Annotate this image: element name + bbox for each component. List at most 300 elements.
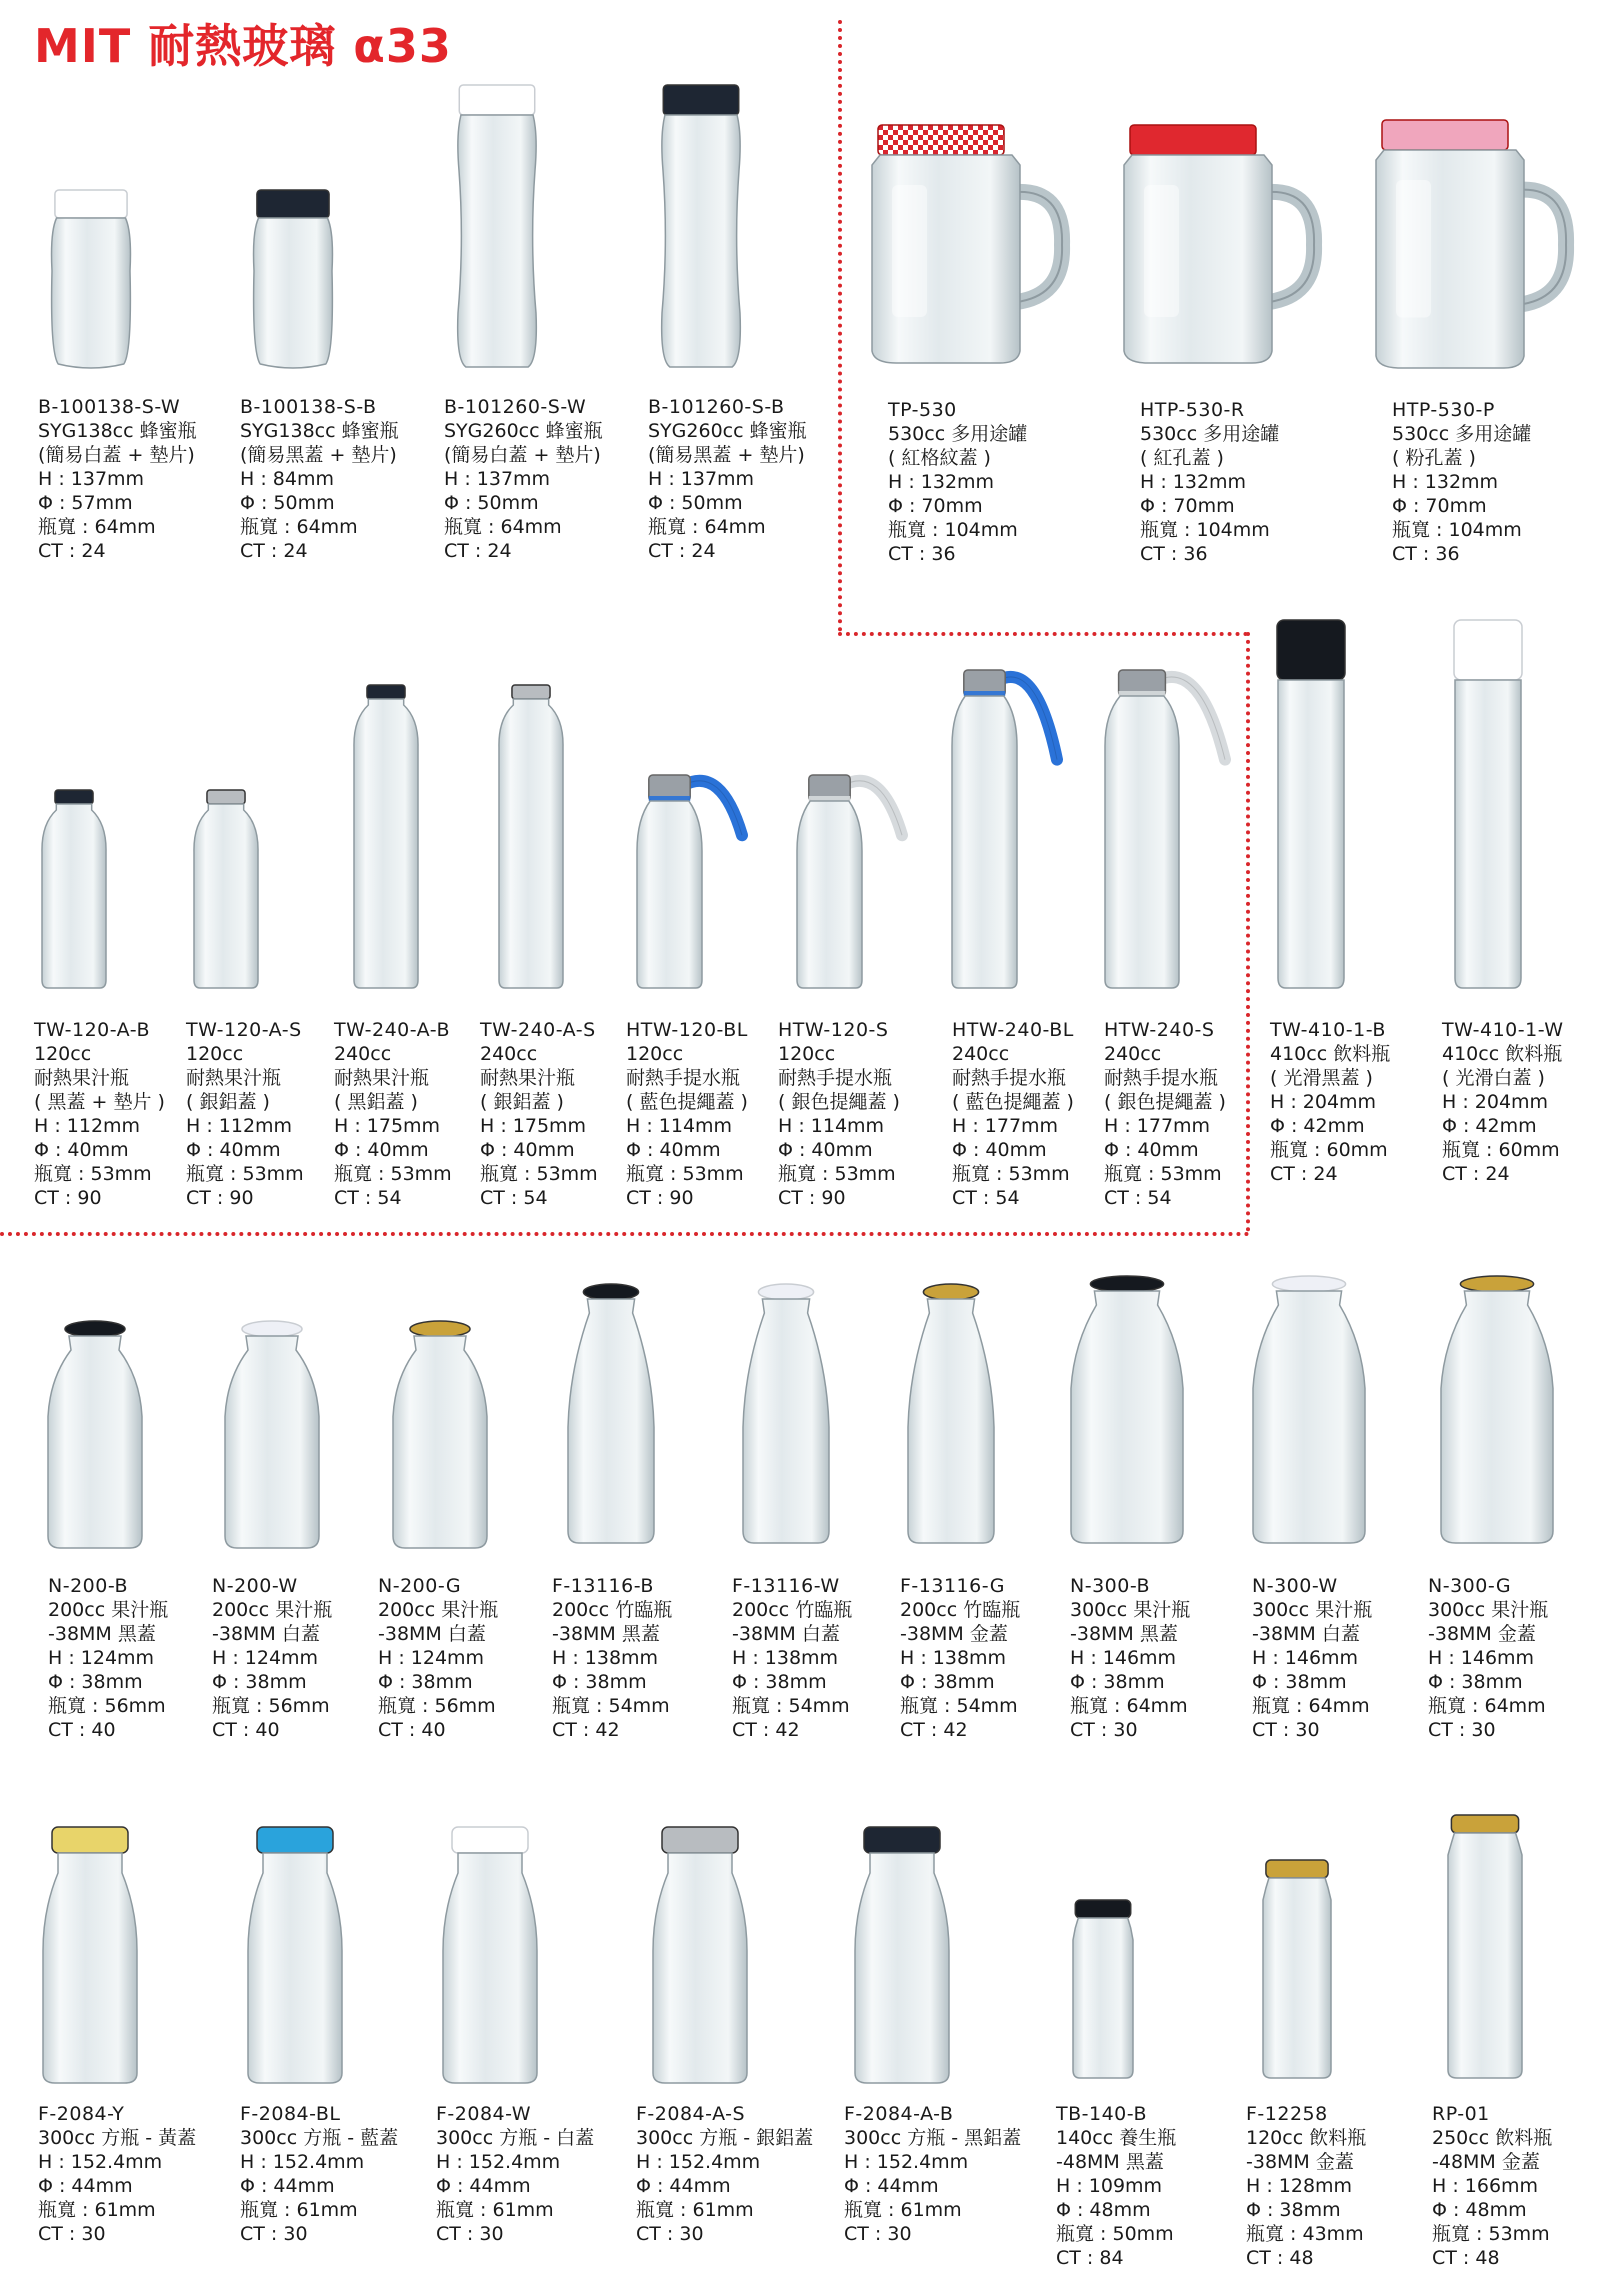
product-spec-line: CT : 90 bbox=[186, 1187, 254, 1209]
product-spec-line: CT : 42 bbox=[552, 1719, 620, 1741]
product-spec-line: 300cc 果汁瓶 bbox=[1252, 1599, 1373, 1621]
product-image bbox=[1438, 1275, 1556, 1545]
product-spec bbox=[1428, 1574, 1548, 1742]
product-spec-line: Φ : 44mm bbox=[844, 2175, 939, 2197]
product-image bbox=[1070, 1900, 1136, 2080]
bottle-cap bbox=[1266, 1860, 1328, 1878]
product-spec-line: ( 粉孔蓋 ) bbox=[1392, 447, 1476, 469]
product-image bbox=[440, 1827, 540, 2085]
product-spec bbox=[38, 395, 197, 563]
product-spec-line: CT : 48 bbox=[1432, 2247, 1500, 2269]
product-spec-line: 200cc 竹臨瓶 bbox=[552, 1599, 673, 1621]
product-spec-line: 耐熱果汁瓶 bbox=[480, 1067, 576, 1089]
product-spec bbox=[648, 395, 807, 563]
product-spec-line: Φ : 44mm bbox=[240, 2175, 335, 2197]
product-spec bbox=[1392, 398, 1531, 566]
product-spec-line: CT : 84 bbox=[1056, 2247, 1124, 2269]
product-spec-line: H : 204mm bbox=[1442, 1091, 1549, 1113]
product-spec bbox=[888, 398, 1027, 566]
product-spec-line: Φ : 40mm bbox=[186, 1139, 281, 1161]
product-spec-line: Φ : 50mm bbox=[240, 492, 335, 514]
product-code: HTW-240-BL bbox=[952, 1019, 1074, 1041]
product-spec-line: Φ : 48mm bbox=[1056, 2199, 1151, 2221]
bottle-cap bbox=[663, 85, 738, 115]
product-spec-line: 瓶寬 : 50mm bbox=[1056, 2223, 1174, 2245]
bottle-cap bbox=[1277, 620, 1345, 680]
product-spec-line: Φ : 38mm bbox=[552, 1671, 647, 1693]
product-spec-line: H : 138mm bbox=[552, 1647, 659, 1669]
product-code: N-200-G bbox=[378, 1575, 462, 1597]
product-image bbox=[650, 1827, 750, 2085]
product-code: N-200-B bbox=[48, 1575, 129, 1597]
product-spec-line: (簡易黑蓋 + 墊片) bbox=[240, 444, 397, 466]
product-spec bbox=[900, 1574, 1020, 1742]
bottle-cap bbox=[1460, 1276, 1533, 1292]
page-title: MIT 耐熱玻璃 α33 bbox=[34, 19, 452, 73]
product-spec-line: CT : 24 bbox=[444, 540, 512, 562]
product-spec-line: H : 146mm bbox=[1428, 1647, 1535, 1669]
product-spec bbox=[1270, 1018, 1390, 1186]
product-code: F-13116-G bbox=[900, 1575, 1006, 1597]
product-image bbox=[1103, 670, 1233, 990]
product-spec-line: CT : 24 bbox=[38, 540, 106, 562]
product-spec-line: CT : 24 bbox=[1442, 1163, 1510, 1185]
product-spec-line: 瓶寬 : 61mm bbox=[240, 2199, 358, 2221]
product-spec-line: CT : 90 bbox=[626, 1187, 694, 1209]
product-spec-line: CT : 40 bbox=[48, 1719, 116, 1741]
product-image bbox=[1250, 1275, 1368, 1545]
product-spec-line: 530cc 多用途罐 bbox=[1140, 423, 1280, 445]
product-spec-line: 200cc 果汁瓶 bbox=[212, 1599, 333, 1621]
product-spec-line: H : 128mm bbox=[1246, 2175, 1353, 2197]
product-spec-line: -48MM 金蓋 bbox=[1432, 2151, 1540, 2173]
product-spec-line: 瓶寬 : 64mm bbox=[1428, 1695, 1546, 1717]
product-spec-line: 瓶寬 : 53mm bbox=[778, 1163, 896, 1185]
product-code: N-300-G bbox=[1428, 1575, 1512, 1597]
product-image bbox=[868, 125, 1068, 365]
product-spec bbox=[334, 1018, 452, 1210]
product-spec-line: -38MM 金蓋 bbox=[1428, 1623, 1536, 1645]
product-spec-line: SYG138cc 蜂蜜瓶 bbox=[38, 420, 197, 442]
product-spec-line: H : 204mm bbox=[1270, 1091, 1377, 1113]
product-spec bbox=[212, 1574, 332, 1742]
product-spec-line: 240cc bbox=[480, 1043, 538, 1065]
product-spec-line: Φ : 38mm bbox=[48, 1671, 143, 1693]
product-spec-line: -38MM 黑蓋 bbox=[552, 1623, 660, 1645]
product-image bbox=[795, 775, 910, 990]
bottle-cap bbox=[1130, 125, 1256, 155]
product-spec-line: 瓶寬 : 53mm bbox=[1432, 2223, 1550, 2245]
product-spec bbox=[1432, 2102, 1552, 2270]
product-spec-line: 140cc 養生瓶 bbox=[1056, 2127, 1177, 2149]
product-code: HTW-120-S bbox=[778, 1019, 889, 1041]
product-spec-line: 瓶寬 : 53mm bbox=[186, 1163, 304, 1185]
product-spec-line: ( 銀色提繩蓋 ) bbox=[778, 1091, 900, 1113]
bottle-cap bbox=[242, 1321, 302, 1337]
product-spec-line: 瓶寬 : 104mm bbox=[1392, 519, 1522, 541]
product-spec-line: 瓶寬 : 56mm bbox=[378, 1695, 496, 1717]
product-image bbox=[245, 1827, 345, 2085]
product-spec-line: H : 152.4mm bbox=[636, 2151, 761, 2173]
product-spec-line: 410cc 飲料瓶 bbox=[1270, 1043, 1391, 1065]
product-spec-line: ( 藍色提繩蓋 ) bbox=[952, 1091, 1074, 1113]
product-spec-line: 瓶寬 : 60mm bbox=[1442, 1139, 1560, 1161]
product-code: F-2084-BL bbox=[240, 2103, 341, 2125]
product-spec bbox=[778, 1018, 900, 1210]
product-spec-line: H : 137mm bbox=[444, 468, 551, 490]
product-image bbox=[740, 1283, 832, 1545]
product-spec-line: SYG138cc 蜂蜜瓶 bbox=[240, 420, 399, 442]
bottle-cap bbox=[662, 1827, 738, 1853]
product-spec-line: CT : 54 bbox=[1104, 1187, 1172, 1209]
product-spec-line: 120cc bbox=[34, 1043, 92, 1065]
product-spec-line: CT : 42 bbox=[900, 1719, 968, 1741]
bottle-cap bbox=[257, 190, 329, 218]
product-image bbox=[565, 1283, 657, 1545]
product-spec bbox=[48, 1574, 168, 1742]
divider-top-horizontal bbox=[838, 632, 1248, 636]
product-spec bbox=[34, 1018, 165, 1210]
product-spec-line: 300cc 方瓶 - 藍蓋 bbox=[240, 2127, 399, 2149]
product-spec bbox=[732, 1574, 852, 1742]
product-spec-line: 120cc bbox=[778, 1043, 836, 1065]
product-spec-line: 410cc 飲料瓶 bbox=[1442, 1043, 1563, 1065]
product-spec-line: Φ : 40mm bbox=[778, 1139, 873, 1161]
product-image bbox=[1260, 1860, 1334, 2080]
product-spec-line: H : 114mm bbox=[626, 1115, 733, 1137]
bottle-cap bbox=[1382, 120, 1508, 150]
product-image bbox=[40, 790, 108, 990]
product-spec-line: 耐熱手提水瓶 bbox=[1104, 1067, 1219, 1089]
bottle-cap bbox=[459, 85, 534, 115]
product-spec-line: Φ : 40mm bbox=[34, 1139, 129, 1161]
product-spec-line: Φ : 38mm bbox=[900, 1671, 995, 1693]
product-spec-line: Φ : 44mm bbox=[636, 2175, 731, 2197]
product-spec-line: Φ : 42mm bbox=[1270, 1115, 1365, 1137]
product-spec-line: H : 124mm bbox=[378, 1647, 485, 1669]
product-image bbox=[1445, 1815, 1525, 2080]
product-spec-line: CT : 24 bbox=[240, 540, 308, 562]
bottle-cap bbox=[1090, 1276, 1163, 1292]
product-spec-line: CT : 42 bbox=[732, 1719, 800, 1741]
product-spec bbox=[1140, 398, 1279, 566]
product-spec-line: Φ : 70mm bbox=[888, 495, 983, 517]
product-spec-line: Φ : 40mm bbox=[334, 1139, 429, 1161]
product-image bbox=[1275, 620, 1347, 990]
bottle-cap bbox=[257, 1827, 333, 1853]
product-code: F-13116-W bbox=[732, 1575, 840, 1597]
product-spec-line: (簡易白蓋 + 墊片) bbox=[444, 444, 601, 466]
product-spec bbox=[38, 2102, 196, 2246]
product-spec-line: 瓶寬 : 60mm bbox=[1270, 1139, 1388, 1161]
product-spec-line: Φ : 50mm bbox=[444, 492, 539, 514]
product-image bbox=[1068, 1275, 1186, 1545]
bottle-cap bbox=[1454, 620, 1522, 680]
product-spec-line: ( 銀鋁蓋 ) bbox=[480, 1091, 564, 1113]
product-spec-line: H : 175mm bbox=[334, 1115, 441, 1137]
product-code: F-2084-A-S bbox=[636, 2103, 746, 2125]
product-spec-line: CT : 48 bbox=[1246, 2247, 1314, 2269]
product-spec-line: CT : 40 bbox=[212, 1719, 280, 1741]
product-image bbox=[497, 685, 565, 990]
product-code: F-2084-W bbox=[436, 2103, 532, 2125]
product-spec-line: 300cc 果汁瓶 bbox=[1428, 1599, 1549, 1621]
product-spec-line: ( 光滑白蓋 ) bbox=[1442, 1067, 1545, 1089]
product-spec-line: H : 84mm bbox=[240, 468, 334, 490]
product-spec-line: ( 光滑黑蓋 ) bbox=[1270, 1067, 1373, 1089]
product-spec-line: 瓶寬 : 53mm bbox=[1104, 1163, 1222, 1185]
product-spec-line: -38MM 白蓋 bbox=[732, 1623, 840, 1645]
bottle-cap bbox=[864, 1827, 940, 1853]
product-image bbox=[252, 190, 334, 370]
product-spec-line: -48MM 黑蓋 bbox=[1056, 2151, 1164, 2173]
product-code: TW-240-A-B bbox=[334, 1019, 450, 1041]
product-spec-line: CT : 24 bbox=[1270, 1163, 1338, 1185]
product-spec-line: -38MM 黑蓋 bbox=[1070, 1623, 1178, 1645]
product-image bbox=[222, 1320, 322, 1550]
product-spec-line: 300cc 果汁瓶 bbox=[1070, 1599, 1191, 1621]
product-spec-line: H : 114mm bbox=[778, 1115, 885, 1137]
product-spec-line: CT : 54 bbox=[480, 1187, 548, 1209]
product-spec-line: Φ : 44mm bbox=[38, 2175, 133, 2197]
product-spec bbox=[552, 1574, 672, 1742]
product-spec-line: Φ : 70mm bbox=[1392, 495, 1487, 517]
product-spec-line: 300cc 方瓶 - 黑鋁蓋 bbox=[844, 2127, 1022, 2149]
product-spec-line: H : 124mm bbox=[48, 1647, 155, 1669]
product-spec-line: CT : 90 bbox=[34, 1187, 102, 1209]
product-spec-line: H : 166mm bbox=[1432, 2175, 1539, 2197]
product-spec bbox=[436, 2102, 594, 2246]
product-code: B-101260-S-B bbox=[648, 396, 785, 418]
product-spec-line: Φ : 40mm bbox=[952, 1139, 1047, 1161]
divider-top-vertical bbox=[838, 20, 842, 632]
product-spec-line: H : 146mm bbox=[1070, 1647, 1177, 1669]
product-spec-line: 瓶寬 : 104mm bbox=[1140, 519, 1270, 541]
product-spec-line: CT : 30 bbox=[1428, 1719, 1496, 1741]
product-spec-line: 瓶寬 : 54mm bbox=[900, 1695, 1018, 1717]
product-code: HTW-120-BL bbox=[626, 1019, 748, 1041]
bottle-cap bbox=[512, 685, 550, 699]
product-spec-line: 瓶寬 : 64mm bbox=[1252, 1695, 1370, 1717]
product-spec-line: Φ : 44mm bbox=[436, 2175, 531, 2197]
product-spec-line: 瓶寬 : 56mm bbox=[212, 1695, 330, 1717]
product-image bbox=[45, 1320, 145, 1550]
product-spec-line: SYG260cc 蜂蜜瓶 bbox=[648, 420, 807, 442]
product-code: TW-120-A-B bbox=[34, 1019, 150, 1041]
product-spec-line: 瓶寬 : 61mm bbox=[38, 2199, 156, 2221]
product-spec-line: H : 177mm bbox=[1104, 1115, 1211, 1137]
product-spec-line: 530cc 多用途罐 bbox=[888, 423, 1028, 445]
product-spec-line: CT : 30 bbox=[240, 2223, 308, 2245]
product-spec-line: 120cc 飲料瓶 bbox=[1246, 2127, 1367, 2149]
product-spec-line: Φ : 38mm bbox=[1070, 1671, 1165, 1693]
product-spec-line: 耐熱手提水瓶 bbox=[778, 1067, 893, 1089]
product-spec-line: 瓶寬 : 61mm bbox=[636, 2199, 754, 2221]
product-image bbox=[456, 85, 538, 370]
product-spec bbox=[480, 1018, 598, 1210]
product-code: N-200-W bbox=[212, 1575, 298, 1597]
product-spec-line: CT : 30 bbox=[436, 2223, 504, 2245]
product-spec-line: Φ : 40mm bbox=[626, 1139, 721, 1161]
product-spec-line: 瓶寬 : 104mm bbox=[888, 519, 1018, 541]
product-spec-line: 200cc 竹臨瓶 bbox=[900, 1599, 1021, 1621]
bottle-cap bbox=[1272, 1276, 1345, 1292]
product-image bbox=[192, 790, 260, 990]
bottle-cap bbox=[1075, 1900, 1130, 1918]
product-spec-line: 瓶寬 : 64mm bbox=[648, 516, 766, 538]
product-code: RP-01 bbox=[1432, 2103, 1490, 2125]
product-spec bbox=[1442, 1018, 1564, 1186]
product-spec-line: -38MM 金蓋 bbox=[900, 1623, 1008, 1645]
product-spec-line: H : 109mm bbox=[1056, 2175, 1163, 2197]
bottle-cap bbox=[367, 685, 405, 699]
product-image bbox=[905, 1283, 997, 1545]
product-spec-line: H : 152.4mm bbox=[436, 2151, 561, 2173]
product-spec-line: Φ : 38mm bbox=[1246, 2199, 1341, 2221]
product-spec-line: 瓶寬 : 43mm bbox=[1246, 2223, 1364, 2245]
bottle-cap bbox=[923, 1284, 978, 1300]
product-spec-line: 耐熱果汁瓶 bbox=[334, 1067, 430, 1089]
bottle-cap bbox=[55, 790, 93, 804]
product-spec-line: H : 152.4mm bbox=[38, 2151, 163, 2173]
product-spec-line: H : 137mm bbox=[648, 468, 755, 490]
product-spec-line: H : 112mm bbox=[34, 1115, 141, 1137]
bottle-cap bbox=[65, 1321, 125, 1337]
product-spec-line: CT : 54 bbox=[334, 1187, 402, 1209]
product-spec-line: 240cc bbox=[952, 1043, 1010, 1065]
product-spec-line: 瓶寬 : 64mm bbox=[1070, 1695, 1188, 1717]
product-spec-line: Φ : 38mm bbox=[1428, 1671, 1523, 1693]
product-spec-line: 瓶寬 : 61mm bbox=[436, 2199, 554, 2221]
product-spec-line: H : 146mm bbox=[1252, 1647, 1359, 1669]
product-code: F-13116-B bbox=[552, 1575, 654, 1597]
product-spec-line: 瓶寬 : 53mm bbox=[952, 1163, 1070, 1185]
product-spec-line: H : 175mm bbox=[480, 1115, 587, 1137]
product-spec-line: 250cc 飲料瓶 bbox=[1432, 2127, 1553, 2149]
product-code: B-100138-S-B bbox=[240, 396, 377, 418]
product-spec bbox=[240, 2102, 398, 2246]
product-spec bbox=[1056, 2102, 1176, 2270]
product-spec-line: 瓶寬 : 61mm bbox=[844, 2199, 962, 2221]
product-spec-line: (簡易白蓋 + 墊片) bbox=[38, 444, 195, 466]
product-image bbox=[950, 670, 1065, 990]
product-image bbox=[635, 775, 750, 990]
product-image bbox=[40, 1827, 140, 2085]
product-spec-line: Φ : 38mm bbox=[378, 1671, 473, 1693]
product-spec-line: Φ : 38mm bbox=[732, 1671, 827, 1693]
product-spec-line: ( 銀色提繩蓋 ) bbox=[1104, 1091, 1226, 1113]
product-code: N-300-W bbox=[1252, 1575, 1338, 1597]
product-spec-line: ( 紅格紋蓋 ) bbox=[888, 447, 991, 469]
product-code: TW-410-1-B bbox=[1270, 1019, 1386, 1041]
product-spec-line: 耐熱果汁瓶 bbox=[34, 1067, 130, 1089]
product-spec-line: 瓶寬 : 53mm bbox=[34, 1163, 152, 1185]
product-spec-line: H : 152.4mm bbox=[844, 2151, 969, 2173]
product-code: B-101260-S-W bbox=[444, 396, 587, 418]
product-spec-line: CT : 36 bbox=[1392, 543, 1460, 565]
product-spec-line: CT : 24 bbox=[648, 540, 716, 562]
product-code: TW-410-1-W bbox=[1442, 1019, 1564, 1041]
product-spec-line: H : 112mm bbox=[186, 1115, 293, 1137]
product-spec-line: CT : 36 bbox=[1140, 543, 1208, 565]
product-spec bbox=[952, 1018, 1074, 1210]
product-spec-line: H : 177mm bbox=[952, 1115, 1059, 1137]
product-spec-line: 200cc 果汁瓶 bbox=[48, 1599, 169, 1621]
product-image bbox=[352, 685, 420, 990]
product-spec-line: 300cc 方瓶 - 銀鋁蓋 bbox=[636, 2127, 814, 2149]
product-spec-line: CT : 30 bbox=[844, 2223, 912, 2245]
product-spec-line: Φ : 38mm bbox=[1252, 1671, 1347, 1693]
product-spec-line: 瓶寬 : 64mm bbox=[444, 516, 562, 538]
product-spec-line: CT : 40 bbox=[378, 1719, 446, 1741]
product-image bbox=[390, 1320, 490, 1550]
divider-mid-horizontal bbox=[0, 1232, 1250, 1236]
product-spec-line: CT : 90 bbox=[778, 1187, 846, 1209]
product-code: HTW-240-S bbox=[1104, 1019, 1215, 1041]
bottle-cap bbox=[452, 1827, 528, 1853]
product-spec-line: -38MM 黑蓋 bbox=[48, 1623, 156, 1645]
product-spec-line: 耐熱果汁瓶 bbox=[186, 1067, 282, 1089]
product-code: TB-140-B bbox=[1056, 2103, 1147, 2125]
product-spec bbox=[844, 2102, 1021, 2246]
product-spec-line: 300cc 方瓶 - 黃蓋 bbox=[38, 2127, 197, 2149]
product-spec-line: CT : 54 bbox=[952, 1187, 1020, 1209]
product-spec bbox=[186, 1018, 304, 1210]
product-spec-line: -38MM 白蓋 bbox=[212, 1623, 320, 1645]
product-spec-line: 瓶寬 : 53mm bbox=[334, 1163, 452, 1185]
product-spec-line: ( 黑蓋 + 墊片 ) bbox=[34, 1091, 165, 1113]
product-spec-line: CT : 30 bbox=[1070, 1719, 1138, 1741]
product-spec-line: 耐熱手提水瓶 bbox=[952, 1067, 1067, 1089]
product-spec-line: H : 132mm bbox=[1392, 471, 1499, 493]
product-image bbox=[1452, 620, 1524, 990]
product-spec-line: 耐熱手提水瓶 bbox=[626, 1067, 741, 1089]
bottle-cap bbox=[207, 790, 245, 804]
bottle-cap bbox=[52, 1827, 128, 1853]
product-spec-line: H : 124mm bbox=[212, 1647, 319, 1669]
product-spec-line: 120cc bbox=[186, 1043, 244, 1065]
product-spec-line: 瓶寬 : 56mm bbox=[48, 1695, 166, 1717]
product-spec-line: H : 137mm bbox=[38, 468, 145, 490]
product-code: B-100138-S-W bbox=[38, 396, 181, 418]
product-spec-line: H : 138mm bbox=[900, 1647, 1007, 1669]
product-spec-line: Φ : 42mm bbox=[1442, 1115, 1537, 1137]
product-spec-line: 200cc 竹臨瓶 bbox=[732, 1599, 853, 1621]
bottle-cap bbox=[878, 125, 1004, 155]
product-spec bbox=[1246, 2102, 1366, 2270]
product-spec-line: ( 銀鋁蓋 ) bbox=[186, 1091, 270, 1113]
product-spec-line: -38MM 白蓋 bbox=[1252, 1623, 1360, 1645]
product-code: F-12258 bbox=[1246, 2103, 1328, 2125]
product-spec bbox=[240, 395, 399, 563]
product-spec-line: 瓶寬 : 64mm bbox=[38, 516, 156, 538]
product-image bbox=[50, 190, 132, 370]
product-spec-line: Φ : 57mm bbox=[38, 492, 133, 514]
product-spec-line: CT : 30 bbox=[636, 2223, 704, 2245]
product-spec-line: CT : 30 bbox=[38, 2223, 106, 2245]
product-spec-line: 530cc 多用途罐 bbox=[1392, 423, 1532, 445]
bottle-cap bbox=[410, 1321, 470, 1337]
bottle-cap bbox=[583, 1284, 638, 1300]
product-spec-line: 240cc bbox=[1104, 1043, 1162, 1065]
product-spec bbox=[1070, 1574, 1190, 1742]
product-spec-line: 瓶寬 : 53mm bbox=[626, 1163, 744, 1185]
bottle-cap bbox=[1451, 1815, 1518, 1833]
product-spec-line: H : 132mm bbox=[1140, 471, 1247, 493]
product-spec-line: H : 138mm bbox=[732, 1647, 839, 1669]
product-spec-line: ( 紅孔蓋 ) bbox=[1140, 447, 1224, 469]
product-spec-line: Φ : 38mm bbox=[212, 1671, 307, 1693]
